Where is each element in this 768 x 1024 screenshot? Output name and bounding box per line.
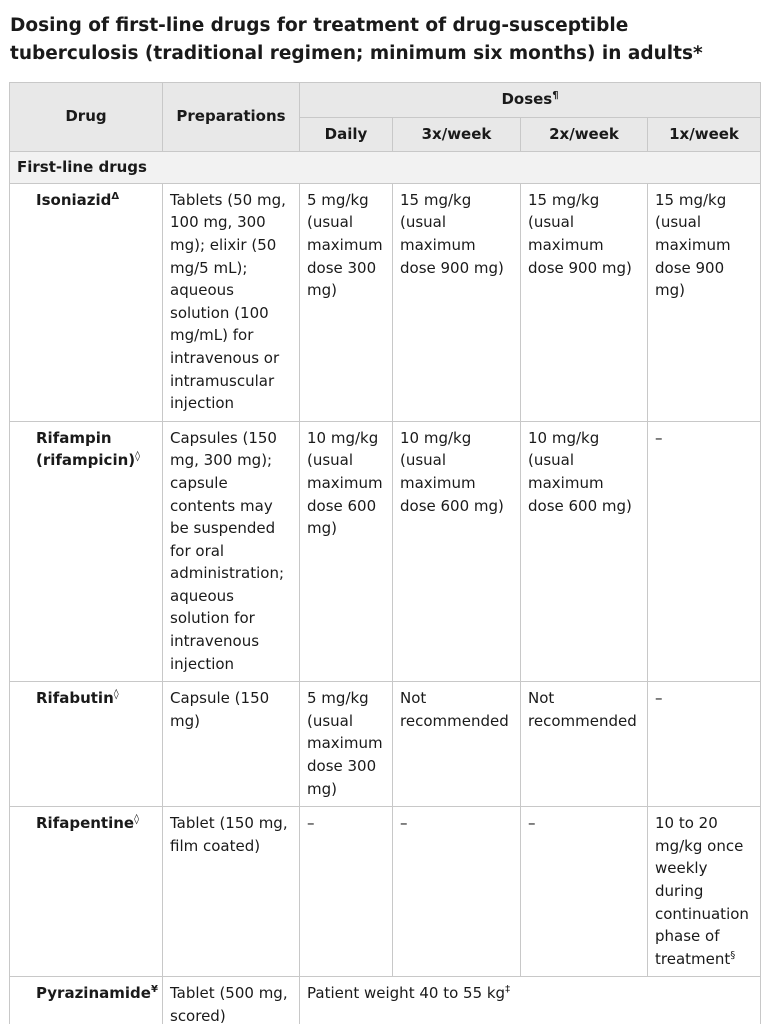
drug-name-cell [10,183,163,421]
dose-2x-week-cell: – [521,807,648,977]
dose-1x-week-cell [648,682,761,807]
header-doses-footnote-mark: ¶ [552,90,559,101]
dose-2x-week-cell: Not recommended [521,682,648,807]
preparations-cell: Tablet (500 mg, scored) [163,977,300,1024]
document-title: Dosing of first-line drugs for treatment of drug-susceptible tuberculosis (traditional regimen; minimum six months) in adults* [10,15,703,64]
table-row [10,977,761,1024]
dose-daily-cell: – [300,807,393,977]
drug-name: Rifabutin [36,689,114,708]
drug-footnote-mark: ¥ [150,984,158,996]
drug-name-cell [10,977,163,1024]
dose-3x-week-cell: – [393,807,521,977]
dose-daily-cell: 10 mg/kg (usual maximum dose 600 mg) [300,421,393,682]
dosing-table [9,82,761,1024]
drug-name-cell [10,807,163,977]
drug-name: Pyrazinamide [36,984,151,1003]
header-doses [300,83,761,118]
drug-name-cell [10,421,163,682]
dose-daily-cell: 5 mg/kg (usual maximum dose 300 mg) [300,183,393,421]
preparations-cell: Tablets (50 mg, 100 mg, 300 mg); elixir (50 mg/5 mL); aqueous solution (100 mg/mL) for intravenous or intramuscular injection [163,183,300,421]
weight-note: Patient weight 40 to 55 kg [307,984,506,1003]
drug-name: Isoniazid [36,190,112,209]
dose-2x-week-cell: 10 mg/kg (usual maximum dose 600 mg) [521,421,648,682]
dose-daily-cell: 5 mg/kg (usual maximum dose 300 mg) [300,682,393,807]
dose-1x-week-text: – [655,689,663,708]
section-row [10,152,761,184]
dose-3x-week-cell: 10 mg/kg (usual maximum dose 600 mg) [393,421,521,682]
drug-name-cell [10,682,163,807]
dose-1x-week-text: 10 to 20 mg/kg once weekly during continuation phase of treatment [655,814,749,968]
drug-footnote-mark: ◊ [113,689,119,701]
dose-1x-week-text: – [655,428,663,447]
header-daily: Daily [300,117,393,152]
table-row [10,682,761,807]
preparations-cell: Capsules (150 mg, 300 mg); capsule contents may be suspended for oral administration; aqueous solution for intravenous injection [163,421,300,682]
drug-name: Rifampin (rifampicin) [36,428,136,470]
dose-1x-week-cell [648,183,761,421]
drug-footnote-mark: ◊ [135,451,141,463]
header-doses-label: Doses [501,90,553,108]
weight-footnote-mark: ‡ [505,984,511,996]
table-row [10,421,761,682]
preparations-cell: Capsule (150 mg) [163,682,300,807]
dose-footnote-mark: § [730,949,736,961]
section-label: First-line drugs [10,152,761,184]
header-3x-week: 3x/week [393,117,521,152]
dose-1x-week-cell [648,807,761,977]
weight-note-cell [300,977,761,1024]
dosing-table-container [9,82,761,1024]
header-2x-week: 2x/week [521,117,648,152]
dose-1x-week-cell [648,421,761,682]
dose-1x-week-text: 15 mg/kg (usual maximum dose 900 mg) [655,190,731,300]
header-1x-week: 1x/week [648,117,761,152]
dose-2x-week-cell: 15 mg/kg (usual maximum dose 900 mg) [521,183,648,421]
dose-3x-week-cell: 15 mg/kg (usual maximum dose 900 mg) [393,183,521,421]
dose-3x-week-cell: Not recommended [393,682,521,807]
drug-footnote-mark: ◊ [134,814,140,826]
table-row [10,183,761,421]
header-drug: Drug [10,83,163,152]
drug-footnote-mark: Δ [111,190,120,202]
table-row [10,807,761,977]
preparations-cell: Tablet (150 mg, film coated) [163,807,300,977]
header-preparations: Preparations [163,83,300,152]
drug-name: Rifapentine [36,814,135,833]
